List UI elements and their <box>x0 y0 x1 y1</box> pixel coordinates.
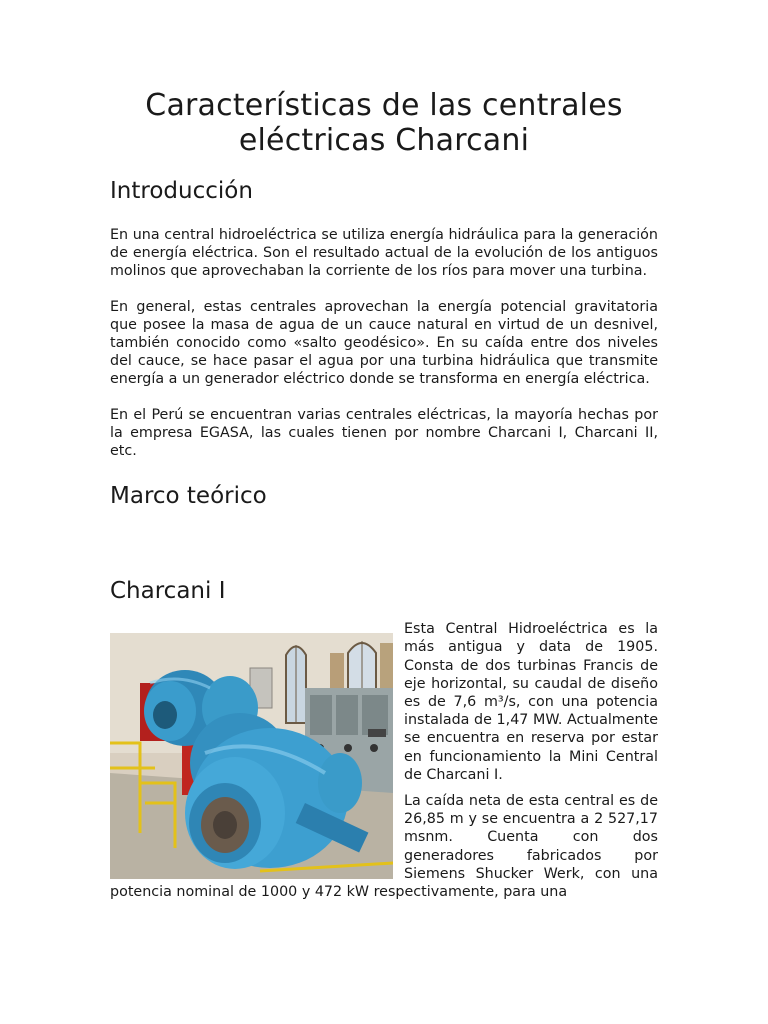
document-title: Características de las centrales eléctricas Charcani <box>145 88 623 158</box>
intro-paragraph-2: En general, estas centrales aprovechan la energía potencial gravitatoria que posee la masa de agua de un cauce natural en virtud de un desnivel, también conocido como «salto geodésico». En su caída entre dos niveles del cauce, se hace pasar el agua por una turbina hidráulica que transmite energía a un generador eléctrico donde se transforma en energía eléctrica. <box>110 298 658 388</box>
heading-charcani-i: Charcani I <box>110 578 226 605</box>
intro-paragraph-3: En el Perú se encuentran varias centrales eléctricas, la mayoría hechas por la empresa EGASA, las cuales tienen por nombre Charcani I, Charcani II, etc. <box>110 406 658 460</box>
turbine-hall-photo <box>110 633 393 879</box>
heading-introduccion: Introducción <box>110 178 253 204</box>
charcani-figure-block <box>110 620 658 901</box>
document-page <box>110 0 658 901</box>
intro-paragraph-1: En una central hidroeléctrica se utiliza energía hidráulica para la generación de energía eléctrica. Son el resultado actual de la evolución de los antiguos molinos que aprovechaban la corriente de los ríos para mover una turbina. <box>110 227 658 280</box>
charcani-paragraph-1: Esta Central Hidroeléctrica es la más antigua y data de 1905. Consta de dos turbinas Francis de eje horizontal, su caudal de diseño es de 7,6 m³/s, con una potencia instalada de 1,47 MW. Actualmente se encuentra en reserva por estar en funcionamiento la Mini Central de Charcani I. <box>404 621 658 783</box>
charcani-paragraph-2: La caída neta de esta central es de 26,85 m y se encuentra a 2 527,17 msnm. Cuenta con dos generadores fabricados por Siemens Shucker Werk, con una potencia nominal de 1000 y 472 kW respectivamente, para una <box>110 793 658 901</box>
heading-marco-teorico: Marco teórico <box>110 483 267 510</box>
